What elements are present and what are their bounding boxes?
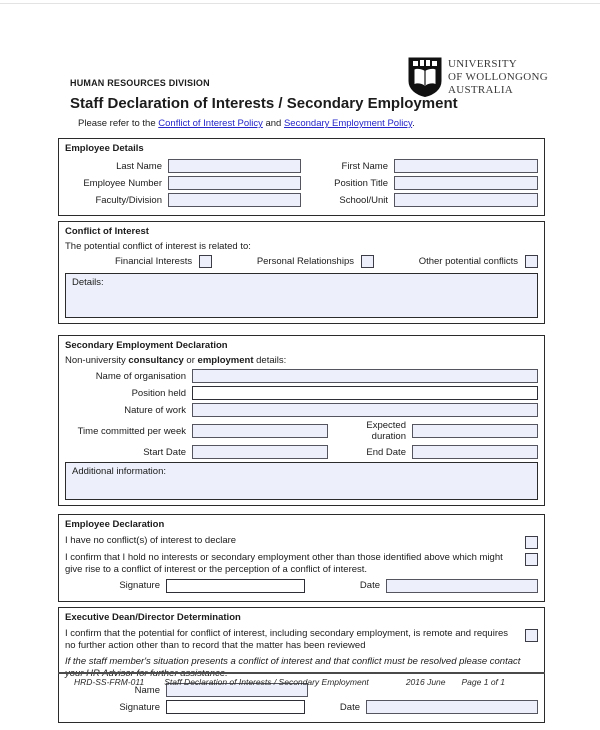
conflict-heading: Conflict of Interest (65, 226, 149, 237)
secondary-policy-link[interactable]: Secondary Employment Policy (283, 118, 413, 129)
section-conflict-of-interest (58, 221, 545, 324)
position-title-field[interactable] (394, 176, 538, 190)
employee-number-field[interactable] (168, 176, 301, 190)
determination-name-label: Name (134, 684, 160, 696)
financial-interests-checkbox[interactable] (199, 255, 212, 268)
employee-details-row (65, 193, 538, 207)
hr-advisor-note: If the staff member's situation presents a conflict of interest and that conflict must be resolved please contact your HR Advisor for further assistance. (65, 655, 521, 679)
expected-duration-field[interactable] (412, 424, 538, 438)
form-header (70, 78, 540, 129)
organisation-field[interactable] (192, 369, 538, 383)
employee-date-label: Date (359, 580, 380, 592)
details-label: Details: (72, 277, 104, 288)
secondary-lead (65, 355, 538, 366)
confirm-statement-row (65, 552, 538, 576)
no-conflict-statement-row (65, 535, 538, 549)
no-conflict-checkbox[interactable] (525, 536, 538, 549)
financial-interests-label: Financial Interests (115, 256, 193, 267)
section-employee-details (58, 138, 545, 216)
determination-signature-label: Signature (119, 701, 160, 713)
time-committed-label: Time committed per week (77, 425, 186, 437)
logo-line-2: OF WOLLONGONG (448, 70, 548, 83)
page-title: Staff Declaration of Interests / Secondary Employment (70, 95, 458, 112)
footer-form-title: Staff Declaration of Interests / Secondary Employment (164, 677, 369, 687)
determination-checkbox[interactable] (525, 629, 538, 642)
section-secondary-employment (58, 335, 545, 506)
logo-line-3: AUSTRALIA (448, 83, 514, 96)
employee-details-row (65, 176, 538, 190)
employee-details-heading: Employee Details (65, 143, 144, 154)
secondary-lead-bold-consultancy: consultancy (128, 355, 184, 366)
secondary-lead-bold-employment: employment (197, 355, 254, 366)
intro-suffix: . (412, 118, 415, 129)
secondary-lead-text: Non-university (65, 355, 129, 366)
intro-prefix: Please refer to the (78, 118, 159, 129)
position-held-label: Position held (131, 387, 186, 399)
determination-heading: Executive Dean/Director Determination (65, 611, 241, 623)
end-date-field[interactable] (412, 445, 538, 459)
position-title-label: Position Title (334, 177, 388, 189)
determination-signature-field[interactable] (166, 700, 305, 714)
start-end-date-row (65, 445, 538, 459)
conflict-lead: The potential conflict of interest is related to: (65, 241, 251, 252)
employee-number-label: Employee Number (83, 177, 162, 189)
footer-page-number: Page 1 of 1 (461, 677, 505, 687)
confirm-statement: I confirm that I hold no interests or secondary employment other than those identified above which might give rise to a conflict of interest or the perception of a conflict of interest. (65, 552, 503, 575)
additional-information-textarea[interactable] (65, 462, 538, 500)
intro-and: and (262, 118, 284, 129)
conflict-policy-link[interactable]: Conflict of Interest Policy (158, 118, 263, 129)
employee-details-row (65, 159, 538, 173)
nature-of-work-field[interactable] (192, 403, 538, 417)
position-held-row (65, 386, 538, 400)
nature-of-work-label: Nature of work (124, 404, 186, 416)
last-name-label: Last Name (116, 160, 162, 172)
personal-relationships-label: Personal Relationships (256, 256, 354, 267)
other-conflicts-label: Other potential conflicts (418, 256, 518, 267)
first-name-field[interactable] (394, 159, 538, 173)
last-name-field[interactable] (168, 159, 301, 173)
logo-line-1: UNIVERSITY (448, 58, 517, 70)
confirm-checkbox[interactable] (525, 553, 538, 566)
time-committed-field[interactable] (192, 424, 328, 438)
determination-date-label: Date (339, 701, 360, 713)
time-duration-row (65, 420, 538, 442)
determination-statement-row (65, 628, 538, 652)
school-unit-label: School/Unit (339, 194, 388, 206)
section-employee-declaration (58, 514, 545, 602)
personal-relationships-checkbox[interactable] (361, 255, 374, 268)
start-date-field[interactable] (192, 445, 328, 459)
employee-signature-row (65, 579, 538, 593)
position-held-field[interactable] (192, 386, 538, 400)
expected-duration-label: Expected duration (366, 420, 406, 442)
organisation-label: Name of organisation (95, 370, 186, 382)
first-name-label: First Name (341, 160, 388, 172)
school-unit-field[interactable] (394, 193, 538, 207)
nature-of-work-row (65, 403, 538, 417)
employee-declaration-heading: Employee Declaration (65, 519, 165, 530)
conflict-details-textarea[interactable] (65, 273, 538, 318)
footer-form-code: HRD-SS-FRM-011 (74, 677, 145, 687)
employee-signature-field[interactable] (166, 579, 305, 593)
other-conflicts-checkbox[interactable] (525, 255, 538, 268)
conflict-options-row (65, 255, 538, 268)
faculty-division-label: Faculty/Division (95, 194, 162, 206)
start-date-label: Start Date (143, 446, 186, 458)
secondary-heading: Secondary Employment Declaration (65, 340, 228, 351)
secondary-lead-text: details: (253, 355, 287, 366)
page-footer (58, 672, 545, 687)
section-determination (58, 607, 545, 723)
page-top-rule (0, 3, 600, 4)
faculty-division-field[interactable] (168, 193, 301, 207)
determination-statement: I confirm that the potential for conflict of interest, including secondary employment, is remote and requires no further action other than to record that the matter has been reviewed (65, 627, 509, 651)
employee-date-field[interactable] (386, 579, 538, 593)
secondary-lead-text: or (183, 355, 198, 366)
end-date-label: End Date (366, 446, 406, 458)
additional-information-label: Additional information: (72, 466, 166, 477)
no-conflict-statement: I have no conflict(s) of interest to declare (65, 535, 237, 546)
footer-date: 2016 June (405, 677, 446, 687)
employee-signature-label: Signature (119, 580, 160, 592)
division-heading: HUMAN RESOURCES DIVISION (70, 78, 210, 88)
intro-line (78, 118, 540, 129)
organisation-row (65, 369, 538, 383)
determination-date-field[interactable] (366, 700, 538, 714)
determination-signature-row (65, 700, 538, 714)
